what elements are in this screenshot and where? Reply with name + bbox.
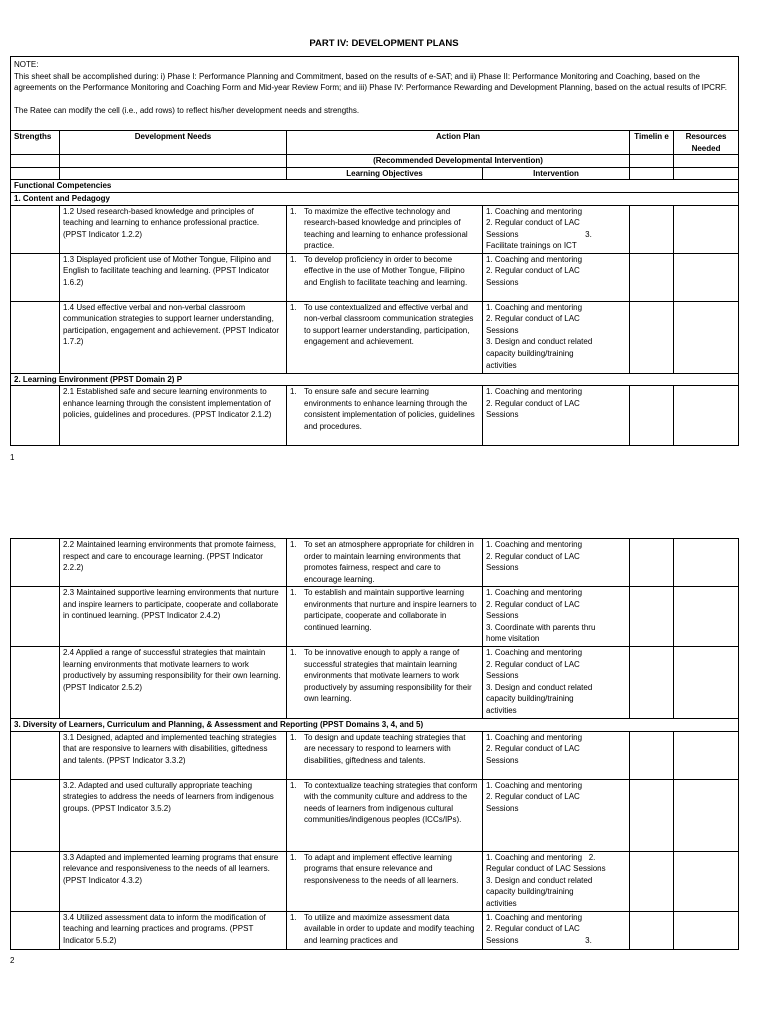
objective-cell xyxy=(287,731,483,779)
timeline-cell xyxy=(630,911,674,949)
intervention-line: Sessions xyxy=(486,277,519,287)
intervention-cell xyxy=(483,205,630,253)
strength-cell xyxy=(11,731,60,779)
header-resources: Resources Needed xyxy=(674,131,739,155)
resources-cell xyxy=(674,911,739,949)
need-cell: 1.3 Displayed proficient use of Mother Tongue, Filipino and English to facilitate teaching and learning. (PPST Indicator 1.6.2) xyxy=(60,253,287,301)
intervention-line: 1. Coaching and mentoring xyxy=(486,302,583,312)
objective-number: 1. xyxy=(290,648,297,657)
objective-number: 1. xyxy=(290,387,297,397)
intervention-line: 3. Coordinate with parents thru xyxy=(486,622,596,632)
objective-cell xyxy=(287,253,483,301)
objective-cell xyxy=(287,539,483,587)
intervention-line: 2. Regular conduct of LAC xyxy=(486,218,580,228)
intervention-cell xyxy=(483,253,630,301)
intervention-line: 2. Regular conduct of LAC xyxy=(486,599,580,609)
intervention-line: 3. Design and conduct related xyxy=(486,682,593,692)
intervention-line: 1. Coaching and mentoring xyxy=(486,588,583,597)
table-row xyxy=(11,851,739,911)
need-cell: 1.4 Used effective verbal and non-verbal classroom communication strategies to support learner understanding, participation, engagement and achievement. (PPST Indicator 1.7.2) xyxy=(60,301,287,373)
timeline-cell xyxy=(630,647,674,719)
resources-cell xyxy=(674,386,739,446)
objective-cell xyxy=(287,205,483,253)
development-plan-table-page2 xyxy=(10,538,739,950)
objective-cell xyxy=(287,301,483,373)
timeline-cell xyxy=(630,851,674,911)
objective-cell xyxy=(287,779,483,851)
need-cell: 2.3 Maintained supportive learning environments that nurture and inspire learners to participate, cooperate and collaborate in continued learning. (PPST Indicator 2.4.2) xyxy=(60,587,287,647)
resources-cell xyxy=(674,253,739,301)
intervention-line: 2. Regular conduct of LAC xyxy=(486,792,580,802)
objective-number: 1. xyxy=(290,540,297,549)
intervention-line: Regular conduct of LAC Sessions xyxy=(486,864,606,874)
need-cell: 2.1 Established safe and secure learning environments to enhance learning through the consistent implementation of policies, guidelines and procedures. (PPST Indicator 2.1.2) xyxy=(60,386,287,446)
objective-text: To establish and maintain supportive learning environments that nurture and inspire learners to participate, cooperate and collaborate in continued learning. xyxy=(304,588,477,632)
intervention-line: 3. Design and conduct related xyxy=(486,337,593,347)
intervention-line: 2. Regular conduct of LAC xyxy=(486,314,580,324)
strength-cell xyxy=(11,205,60,253)
resources-cell xyxy=(674,587,739,647)
empty-cell xyxy=(674,167,739,180)
objective-cell xyxy=(287,911,483,949)
intervention-cell xyxy=(483,386,630,446)
resources-cell xyxy=(674,539,739,587)
table-row xyxy=(11,386,739,446)
objective-cell xyxy=(287,587,483,647)
header-intervention: Intervention xyxy=(483,167,630,180)
intervention-line: 1. Coaching and mentoring xyxy=(486,780,583,790)
intervention-line: activities xyxy=(486,705,517,715)
objective-cell xyxy=(287,647,483,719)
objective-number: 1. xyxy=(290,254,297,264)
intervention-line: 2. Regular conduct of LAC xyxy=(486,551,580,561)
intervention-line: Sessions xyxy=(486,611,519,621)
need-cell: 2.2 Maintained learning environments that promote fairness, respect and care to encourage learning. (PPST Indicator 2.2.2) xyxy=(60,539,287,587)
section-learning-environment: 2. Learning Environment (PPST Domain 2) P xyxy=(11,373,739,386)
strength-cell xyxy=(11,851,60,911)
intervention-line: home visitation xyxy=(486,634,540,644)
objective-number: 1. xyxy=(290,302,297,312)
development-plan-table-page1 xyxy=(10,56,739,446)
intervention-line: capacity building/training xyxy=(486,348,574,358)
resources-cell xyxy=(674,851,739,911)
intervention-line: 2. Regular conduct of LAC xyxy=(486,266,580,276)
table-row xyxy=(11,539,739,587)
intervention-cell xyxy=(483,779,630,851)
resources-cell xyxy=(674,647,739,719)
intervention-cell xyxy=(483,911,630,949)
empty-cell xyxy=(60,155,287,168)
need-cell: 1.2 Used research-based knowledge and principles of teaching and learning to enhance professional practice. (PPST Indicator 1.2.2) xyxy=(60,205,287,253)
objective-text: To contextualize teaching strategies that conform with the community culture and address to the needs of learners from indigenous cultural communities/indigenous peoples (ICCs/IPs). xyxy=(304,780,478,825)
header-action-plan: Action Plan xyxy=(287,131,630,155)
objective-text: To be innovative enough to apply a range of successful strategies that maintain learning environments that motivate learners to work productively by assuming responsibility for their own learning. xyxy=(304,648,472,704)
intervention-line: Sessions 3. xyxy=(486,229,592,239)
intervention-cell xyxy=(483,731,630,779)
resources-cell xyxy=(674,779,739,851)
intervention-cell xyxy=(483,301,630,373)
strength-cell xyxy=(11,539,60,587)
intervention-line: 1. Coaching and mentoring 2. xyxy=(486,852,596,862)
intervention-cell xyxy=(483,851,630,911)
timeline-cell xyxy=(630,301,674,373)
need-cell: 3.1 Designed, adapted and implemented teaching strategies that are responsive to learners with disabilities, giftedness and talents. (PPST Indicator 3.3.2) xyxy=(60,731,287,779)
objective-text: To design and update teaching strategies that are necessary to respond to learners with disabilities, giftedness and talents. xyxy=(304,732,466,765)
timeline-cell xyxy=(630,386,674,446)
timeline-cell xyxy=(630,539,674,587)
need-cell: 3.4 Utilized assessment data to inform the modification of teaching and learning practices and programs. (PPST Indicator 5.5.2) xyxy=(60,911,287,949)
resources-cell xyxy=(674,205,739,253)
intervention-line: activities xyxy=(486,898,517,908)
table-row xyxy=(11,779,739,851)
section-functional-competencies: Functional Competencies xyxy=(11,180,739,193)
intervention-line: activities xyxy=(486,360,517,370)
resources-cell xyxy=(674,301,739,373)
strength-cell xyxy=(11,779,60,851)
header-development-needs: Development Needs xyxy=(60,131,287,155)
empty-cell xyxy=(11,155,60,168)
intervention-line: Facilitate trainings on ICT xyxy=(486,241,577,251)
intervention-line: 1. Coaching and mentoring xyxy=(486,387,583,397)
table-row xyxy=(11,253,739,301)
objective-text: To utilize and maximize assessment data available in order to update and modify teaching and learning practices and xyxy=(304,912,475,945)
intervention-line: 1. Coaching and mentoring xyxy=(486,732,583,742)
timeline-cell xyxy=(630,779,674,851)
intervention-line: 1. Coaching and mentoring xyxy=(486,254,583,264)
empty-cell xyxy=(674,155,739,168)
objective-text: To use contextualized and effective verbal and non-verbal classroom communication strategies to support learner understanding, participation, engagement and achievement. xyxy=(304,302,474,347)
strength-cell xyxy=(11,911,60,949)
strength-cell xyxy=(11,386,60,446)
need-cell: 3.3 Adapted and implemented learning programs that ensure relevance and responsiveness to the needs of all learners. (PPST Indicator 4.3.2) xyxy=(60,851,287,911)
intervention-line: capacity building/training xyxy=(486,694,574,704)
strength-cell xyxy=(11,301,60,373)
table-row xyxy=(11,731,739,779)
timeline-cell xyxy=(630,253,674,301)
intervention-line: Sessions xyxy=(486,803,519,813)
objective-number: 1. xyxy=(290,912,297,922)
intervention-line: 2. Regular conduct of LAC xyxy=(486,924,580,934)
note-ratee-text: The Ratee can modify the cell (i.e., add rows) to reflect his/her development needs and strengths. xyxy=(14,105,360,115)
objective-text: To set an atmosphere appropriate for children in order to maintain learning environments that promotes fairness, respect and care to encourage learning. xyxy=(304,540,474,584)
resources-cell xyxy=(674,731,739,779)
intervention-line: Sessions xyxy=(486,325,519,335)
strength-cell xyxy=(11,587,60,647)
intervention-line: capacity building/training xyxy=(486,887,574,897)
intervention-line: 1. Coaching and mentoring xyxy=(486,648,583,657)
note-label: NOTE: xyxy=(14,60,39,69)
table-row xyxy=(11,205,739,253)
strength-cell xyxy=(11,253,60,301)
intervention-cell xyxy=(483,587,630,647)
objective-cell xyxy=(287,386,483,446)
timeline-cell xyxy=(630,731,674,779)
objective-text: To adapt and implement effective learning programs that ensure relevance and responsiveness to the needs of all learners. xyxy=(304,852,459,885)
page-number: 2 xyxy=(10,956,15,965)
timeline-cell xyxy=(630,587,674,647)
intervention-line: Sessions xyxy=(486,563,519,573)
objective-text: To maximize the effective technology and research-based knowledge and principles of teaching and learning to enhance professional practice. xyxy=(304,206,468,251)
header-recommended: (Recommended Developmental Intervention) xyxy=(287,155,630,168)
table-row xyxy=(11,911,739,949)
section-diversity-of-learners: 3. Diversity of Learners, Curriculum and Planning, & Assessment and Reporting (PPST Domains 3, 4, and 5) xyxy=(11,719,739,732)
table-row xyxy=(11,647,739,719)
intervention-line: 3. Design and conduct related xyxy=(486,875,593,885)
need-cell: 2.4 Applied a range of successful strategies that maintain learning environments that motivate learners to work productively by assuming responsibility for their own learning. (PPST Indicator 2.5.2) xyxy=(60,647,287,719)
objective-number: 1. xyxy=(290,732,297,742)
intervention-line: Sessions xyxy=(486,671,519,681)
timeline-cell xyxy=(630,205,674,253)
objective-text: To ensure safe and secure learning environments to enhance learning through the consistent implementation of policies, guidelines and procedures. xyxy=(304,387,475,431)
header-learning-objectives: Learning Objectives xyxy=(287,167,483,180)
note-cell xyxy=(11,57,739,131)
header-timeline: Timelin e xyxy=(630,131,674,155)
intervention-line: 2. Regular conduct of LAC xyxy=(486,744,580,754)
header-strengths: Strengths xyxy=(11,131,60,155)
table-row xyxy=(11,587,739,647)
intervention-line: Sessions xyxy=(486,410,519,420)
intervention-line: 1. Coaching and mentoring xyxy=(486,540,583,549)
objective-number: 1. xyxy=(290,852,297,862)
objective-number: 1. xyxy=(290,780,297,790)
need-cell: 3.2. Adapted and used culturally appropriate teaching strategies to address the needs of learners from indigenous groups. (PPST Indicator 3.5.2) xyxy=(60,779,287,851)
objective-number: 1. xyxy=(290,588,297,597)
intervention-line: 1. Coaching and mentoring xyxy=(486,206,583,216)
empty-cell xyxy=(60,167,287,180)
intervention-line: 1. Coaching and mentoring xyxy=(486,912,583,922)
empty-cell xyxy=(630,167,674,180)
intervention-line: 2. Regular conduct of LAC xyxy=(486,659,580,669)
intervention-line: Sessions xyxy=(486,755,519,765)
empty-cell xyxy=(630,155,674,168)
intervention-cell xyxy=(483,539,630,587)
empty-cell xyxy=(11,167,60,180)
strength-cell xyxy=(11,647,60,719)
page-number: 1 xyxy=(10,453,15,462)
intervention-line: 2. Regular conduct of LAC xyxy=(486,398,580,408)
table-row xyxy=(11,301,739,373)
note-text: This sheet shall be accomplished during: i) Phase I: Performance Planning and Commitment, based on the results of e-SAT; and ii) Phase II: Performance Monitoring and Coaching, based on the agreements on the Performance Monitoring and Coaching Form and Mid-year Review Form; and iii) Phase IV: Performance Rewarding and Development Planning, based on the actual results of IPCRF. xyxy=(14,71,727,93)
objective-number: 1. xyxy=(290,206,297,216)
page-title: PART IV: DEVELOPMENT PLANS xyxy=(309,38,459,49)
section-content-pedagogy: 1. Content and Pedagogy xyxy=(11,192,739,205)
intervention-line: Sessions 3. xyxy=(486,935,592,945)
objective-text: To develop proficiency in order to become effective in the use of Mother Tongue, Filipino and English to facilitate teaching and learning. xyxy=(304,254,468,287)
intervention-cell xyxy=(483,647,630,719)
objective-cell xyxy=(287,851,483,911)
